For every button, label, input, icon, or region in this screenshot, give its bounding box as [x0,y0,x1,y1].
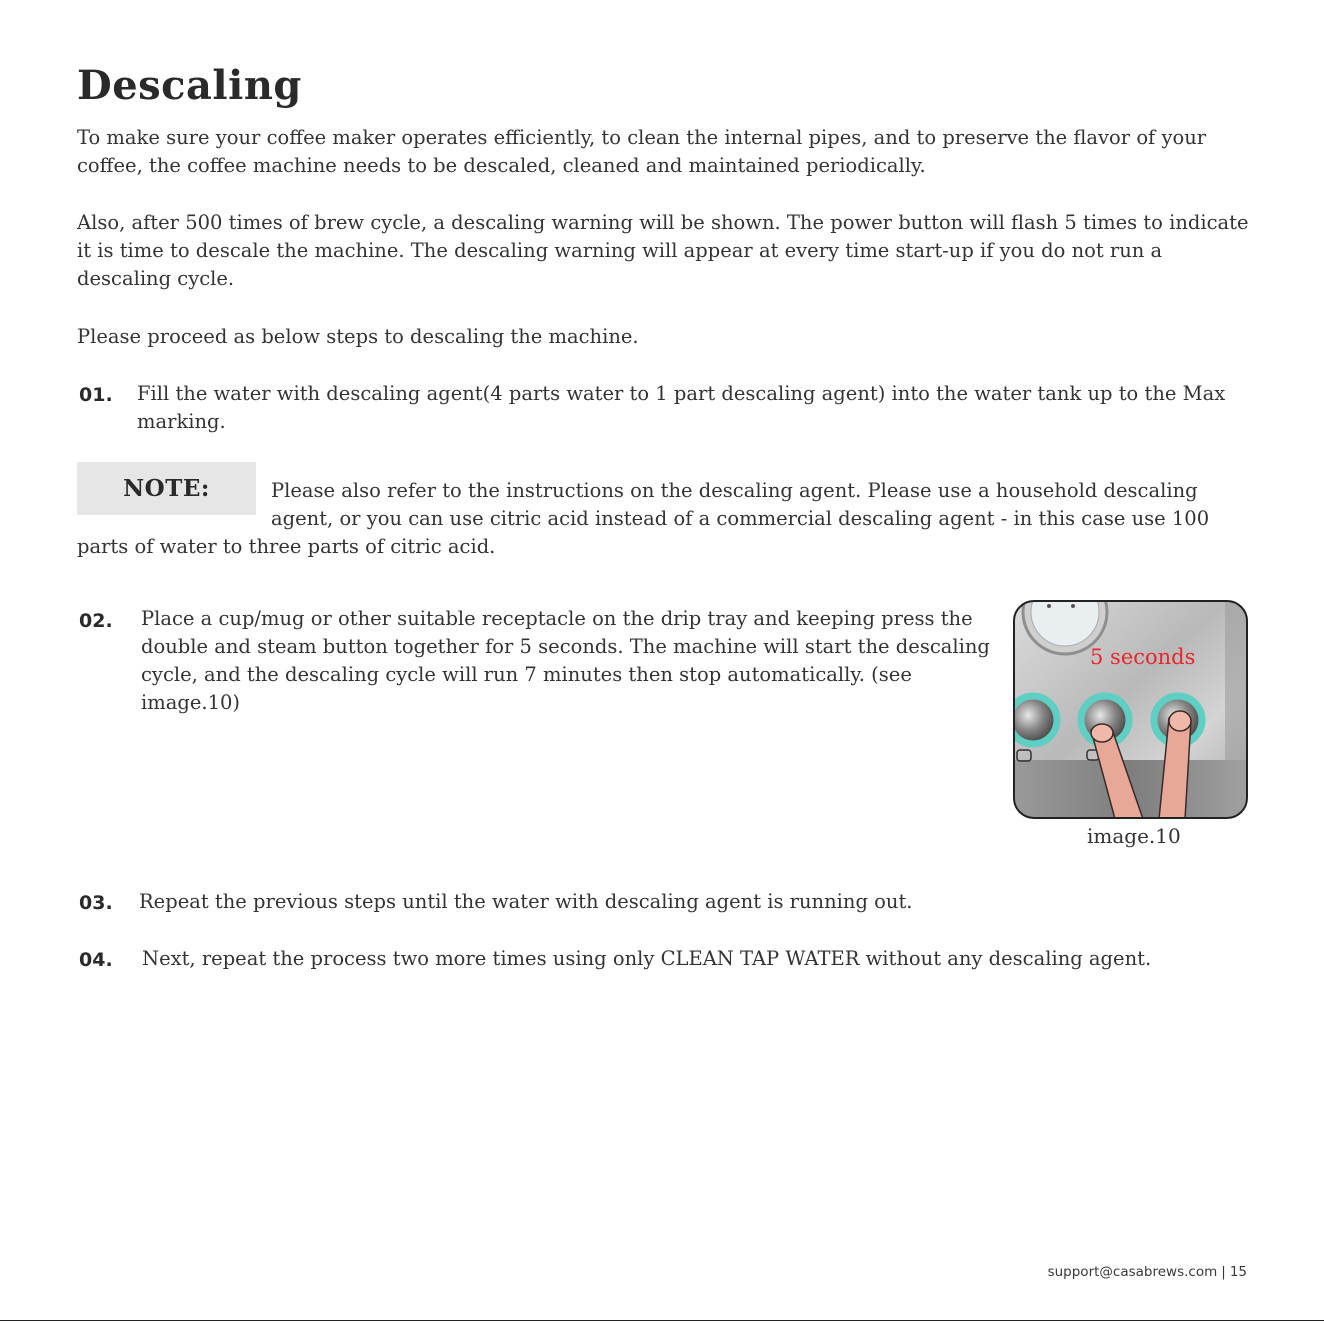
bottom-divider [0,1320,1324,1321]
step-text-04: Next, repeat the process two more times using only CLEAN TAP WATER without any descaling agent. [142,947,1152,970]
step-number-04: 04. [79,949,113,971]
step-text-02: Place a cup/mug or other suitable receptacle on the drip tray and keeping press the double and steam button together for 5 seconds. The machine will start the descaling cycle, and the descaling cycle will run 7 minutes then stop automatically. (see image.10) [141,607,990,714]
page-footer [1048,1264,1247,1280]
warning-paragraph: Also, after 500 times of brew cycle, a descaling warning will be shown. The power button will flash 5 times to indicate it is time to descale the machine. The descaling warning will appear at every time start-up if you do not run a descaling cycle. [77,211,1249,290]
step-text-01: Fill the water with descaling agent(4 parts water to 1 part descaling agent) into the water tank up to the Max marking. [137,382,1226,433]
step-text-03: Repeat the previous steps until the water with descaling agent is running out. [139,890,913,913]
step-number-02: 02. [79,610,113,632]
five-seconds-label: 5 seconds [1090,645,1196,669]
support-email: support@casabrews.com [1047,1264,1218,1280]
page-number: 15 [1229,1264,1247,1280]
note-label-box [77,462,256,515]
note-text-line-1: Please also refer to the instructions on the descaling agent. Please use a household descaling [271,479,1198,502]
control-panel-illustration [1013,600,1248,819]
note-text-line-2: agent, or you can use citric acid instead of a commercial descaling agent - in this case use 100 [271,507,1210,530]
note-text-line-3: parts of water to three parts of citric acid. [77,535,496,558]
footer-separator: | [1221,1264,1226,1280]
proceed-paragraph: Please proceed as below steps to descaling the machine. [77,325,639,348]
machine-buttons-image [1013,600,1248,819]
intro-paragraph: To make sure your coffee maker operates efficiently, to clean the internal pipes, and to preserve the flavor of your coffee, the coffee machine needs to be descaled, cleaned and maintained periodically. [77,126,1207,177]
image-caption: image.10 [1087,824,1181,848]
step-number-03: 03. [79,892,113,914]
page-title: Descaling [77,62,302,109]
step-number-01: 01. [79,384,113,406]
note-label: NOTE: [123,475,210,502]
